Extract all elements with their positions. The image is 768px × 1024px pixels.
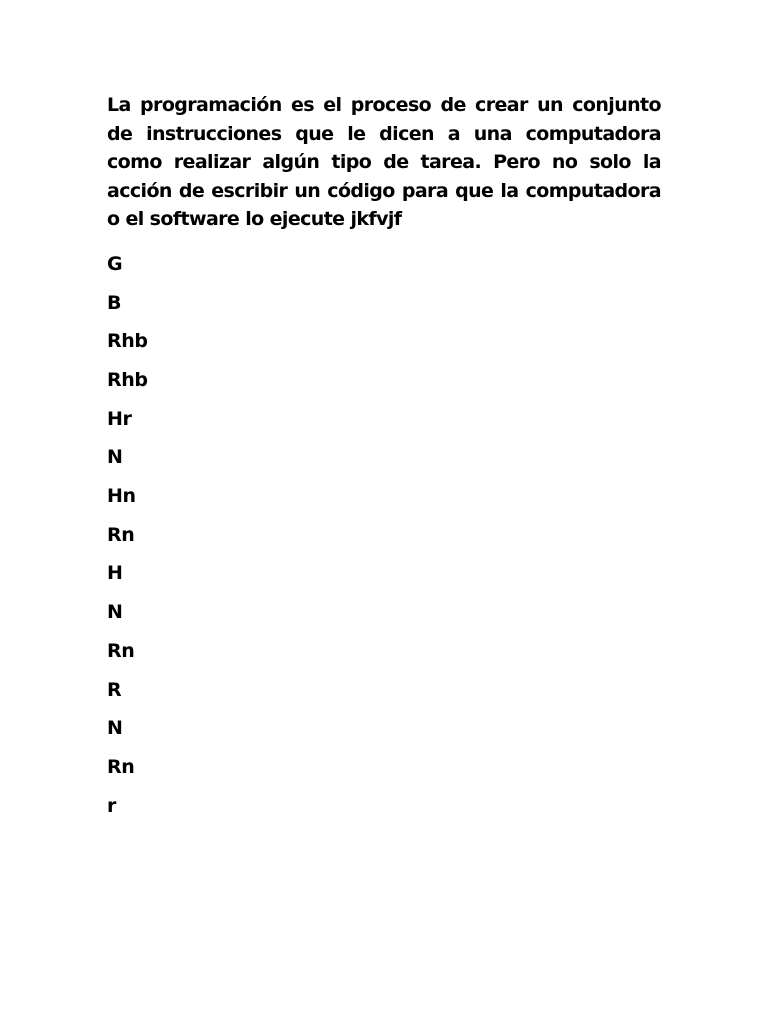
document-content (107, 91, 661, 825)
list-item: Rhb (107, 330, 148, 353)
list-item: H (107, 562, 123, 585)
list-item: Rn (107, 755, 135, 778)
list-item: r (107, 794, 116, 817)
list-item: R (107, 678, 122, 701)
list-item: N (107, 717, 123, 740)
list-item: Hr (107, 407, 132, 430)
list-item: N (107, 446, 123, 469)
list-item: Rhb (107, 369, 148, 392)
list-item: N (107, 601, 123, 624)
list-item: Rn (107, 523, 135, 546)
list-item: Hn (107, 485, 136, 508)
line-list (107, 245, 661, 825)
list-item: G (107, 252, 123, 275)
list-item: Rn (107, 639, 135, 662)
list-item: B (107, 291, 122, 314)
body-paragraph: La programación es el proceso de crear un conjunto de instrucciones que le dicen a una computadora como realizar algún tipo de tarea. Pero no solo la acción de escribir un código para que la computadora o el software lo ejecute jkfvjf (107, 94, 661, 231)
